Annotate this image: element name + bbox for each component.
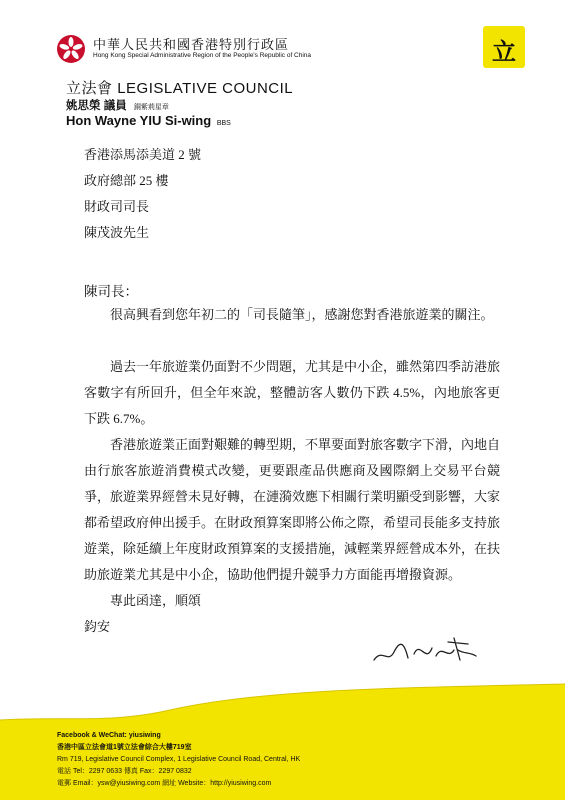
paragraph-2: 過去一年旅遊業仍面對不少問題，尤其是中小企，雖然第四季訪港旅客數字有所回升，但全年來說，整體訪客人數仍下跌 4.5%，內地旅客更下跌 6.7%。 — [84, 359, 501, 426]
address-line: 香港添馬添美道 2 號 — [84, 147, 202, 162]
member-badge — [483, 26, 525, 68]
address-line: 陳茂波先生 — [84, 225, 150, 240]
lc-title-zh: 立法會 — [66, 80, 113, 97]
contact-footer — [57, 730, 300, 790]
footer-phone-fax: 電話 Tel：2297 0633 傳真 Fax：2297 0832 — [57, 768, 192, 775]
recipient-address — [84, 142, 201, 246]
closing-line-1: 專此函達，順頌 — [110, 593, 202, 608]
hksar-emblem-logo — [56, 34, 86, 64]
member-title-zh: 銅紫荊星章 — [133, 104, 169, 111]
member-name-en: Hon Wayne YIU Si-wing — [66, 113, 212, 128]
member-honour-en: BBS — [216, 120, 231, 127]
footer-social: Facebook & WeChat: yiusiwing — [57, 732, 161, 739]
paragraph-3: 香港旅遊業正面對艱難的轉型期，不單要面對旅客數字下滑，內地自由行旅客旅遊消費模式改變，更要跟產品供應商及國際網上交易平台競爭，旅遊業界經營未見好轉，在漣漪效應下相關行業明顯受到影響，大家都希望政府伸出援手。在財政預算案即將公佈之際，希望司長能多支持旅遊業，除延續上年度財政預算案的支援措施，減輕業界經營成本外，在扶助旅遊業尤其是中小企，協助他們提升競爭力方面能再增撥資源。 — [84, 437, 501, 582]
handwritten-signature — [370, 630, 480, 670]
lc-title-en: LEGISLATIVE COUNCIL — [117, 80, 294, 97]
footer-email-web: 電郵 Email：ysw@yiusiwing.com 網址 Website：http://yiusiwing.com — [57, 780, 272, 787]
address-line: 財政司司長 — [84, 199, 150, 214]
footer-address-zh: 香港中區立法會道1號立法會綜合大樓719室 — [57, 744, 192, 751]
closing-line-2: 鈞安 — [84, 619, 111, 634]
footer-address-en: Rm 719, Legislative Council Complex, 1 Legislative Council Road, Central, HK — [57, 756, 301, 763]
closing — [84, 588, 201, 640]
region-name-en: Hong Kong Special Administrative Region of the People's Republic of China — [93, 52, 312, 59]
member-name-en-line — [66, 113, 231, 128]
salutation: 陳司長： — [84, 284, 138, 299]
member-name-zh-line — [66, 97, 169, 113]
paragraph-1: 很高興看到您年初二的「司長隨筆」，感謝您對香港旅遊業的關注。 — [110, 307, 494, 322]
region-name-zh: 中華人民共和國香港特別行政區 — [93, 37, 290, 52]
address-line: 政府總部 25 樓 — [84, 173, 169, 188]
legislative-council-title — [66, 77, 293, 98]
member-name-zh: 姚思榮 議員 — [66, 100, 127, 112]
badge-text: 立 — [492, 40, 516, 66]
